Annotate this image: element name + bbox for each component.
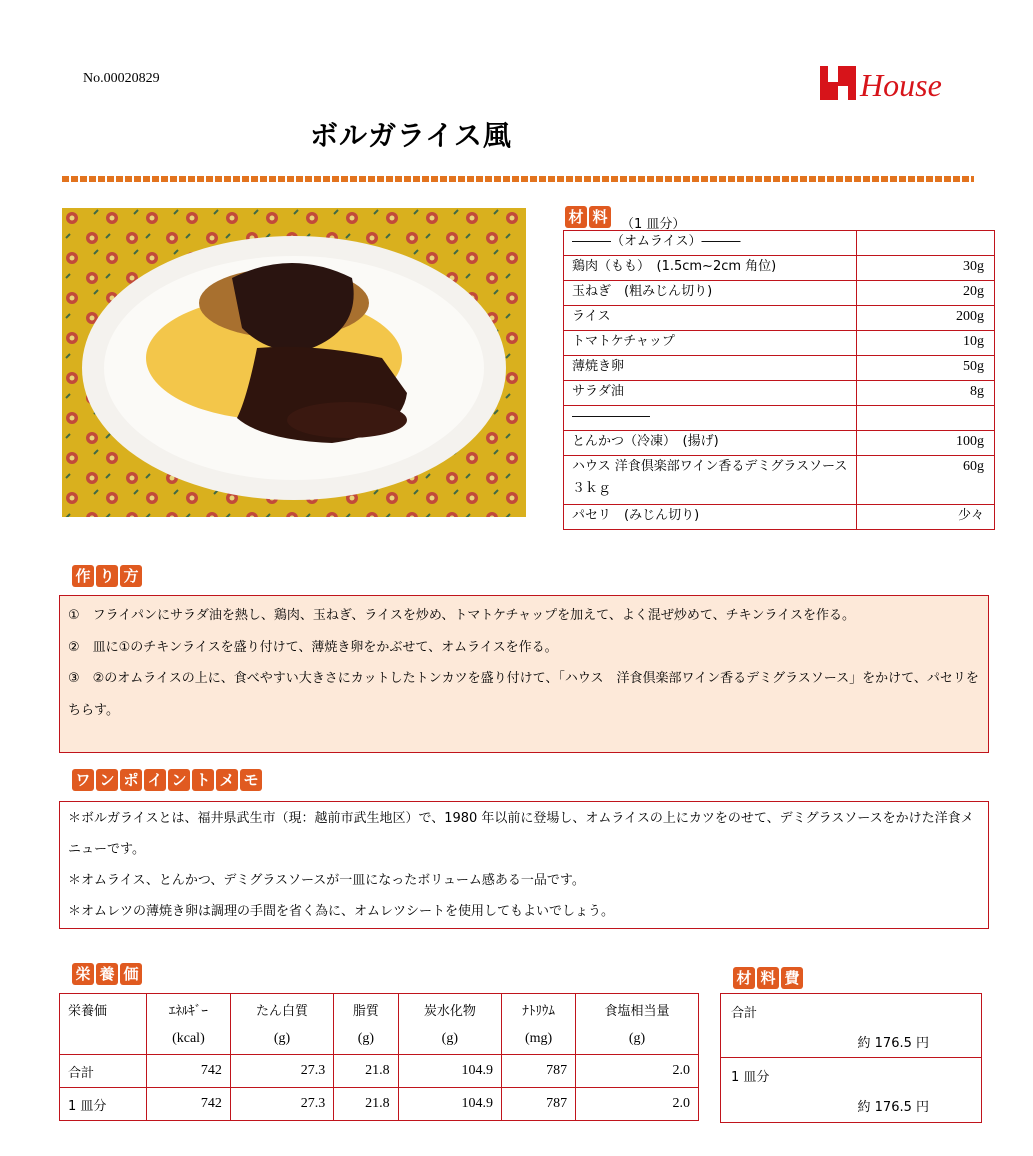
document-number: No.00020829 bbox=[83, 71, 160, 86]
ingredient-name: ―――（オムライス）――― bbox=[564, 231, 857, 256]
nutrition-unit: (g) bbox=[230, 1024, 333, 1055]
ingredient-row bbox=[564, 356, 995, 381]
nutrition-unit: (g) bbox=[576, 1024, 699, 1055]
dish-photo bbox=[62, 208, 526, 517]
step-item: ① フライパンにサラダ油を熱し、鶏肉、玉ねぎ、ライスを炒め、トマトケチャップを加えて、よく混ぜ炒めて、チキンライスを作る。 bbox=[68, 608, 855, 623]
nutrition-row bbox=[60, 1088, 699, 1121]
heading-char: ン bbox=[168, 769, 190, 791]
nutrition-value: 787 bbox=[502, 1088, 576, 1121]
ingredient-name: ハウス 洋食倶楽部ワイン香るデミグラスソース３ｋｇ bbox=[564, 456, 857, 505]
cost-total-value: 約 176.5 円 bbox=[857, 1036, 929, 1051]
ingredient-amount: 200g bbox=[857, 306, 995, 331]
nutrition-table bbox=[59, 993, 699, 1121]
ingredient-amount: 少々 bbox=[857, 505, 995, 530]
ingredients-heading bbox=[565, 206, 611, 228]
ingredient-name: 鶏肉（もも） (1.5cm~2cm 角位) bbox=[564, 256, 857, 281]
nutrition-row-label: 1 皿分 bbox=[60, 1088, 147, 1121]
ingredient-name: トマトケチャップ bbox=[564, 331, 857, 356]
ingredient-name: ―――――― bbox=[564, 406, 857, 431]
nutrition-value: 27.3 bbox=[230, 1055, 333, 1088]
nutrition-header: たん白質 bbox=[230, 994, 333, 1025]
nutrition-header: 脂質 bbox=[334, 994, 398, 1025]
steps-box bbox=[59, 595, 989, 753]
heading-char: メ bbox=[216, 769, 238, 791]
nutrition-header-row bbox=[60, 994, 699, 1025]
nutrition-value: 104.9 bbox=[398, 1055, 501, 1088]
memo-item: ＊ボルガライスとは、福井県武生市（現：越前市武生地区）で、1980 年以前に登場し、オムライスの上にカツをのせて、デミグラスソースをかけた洋食メニューです。 bbox=[68, 811, 974, 857]
nutrition-value: 27.3 bbox=[230, 1088, 333, 1121]
nutrition-row-label: 合計 bbox=[60, 1055, 147, 1088]
nutrition-value: 742 bbox=[147, 1088, 231, 1121]
heading-char: ポ bbox=[120, 769, 142, 791]
nutrition-unit: (mg) bbox=[502, 1024, 576, 1055]
ingredient-amount: 60g bbox=[857, 456, 995, 505]
heading-char: 費 bbox=[781, 967, 803, 989]
ingredient-amount: 50g bbox=[857, 356, 995, 381]
ingredient-row bbox=[564, 456, 995, 505]
ingredient-row bbox=[564, 431, 995, 456]
ingredient-amount: 10g bbox=[857, 331, 995, 356]
nutrition-header: 食塩相当量 bbox=[576, 994, 699, 1025]
heading-char: 養 bbox=[96, 963, 118, 985]
ingredient-row bbox=[564, 505, 995, 530]
nutrition-row bbox=[60, 1055, 699, 1088]
step-item: ② 皿に①のチキンライスを盛り付けて、薄焼き卵をかぶせて、オムライスを作る。 bbox=[68, 639, 558, 655]
recipe-title: ボルガライス風 bbox=[310, 119, 512, 152]
heading-char: 栄 bbox=[72, 963, 94, 985]
heading-char: ン bbox=[96, 769, 118, 791]
ingredient-row bbox=[564, 306, 995, 331]
heading-char: 材 bbox=[565, 206, 587, 228]
ingredient-amount: 100g bbox=[857, 431, 995, 456]
nutrition-corner-blank bbox=[60, 1024, 147, 1055]
heading-char: 材 bbox=[733, 967, 755, 989]
ingredient-row bbox=[564, 281, 995, 306]
ingredients-header bbox=[565, 201, 685, 232]
heading-char: 価 bbox=[120, 963, 142, 985]
ingredients-table bbox=[563, 230, 995, 530]
dotted-divider bbox=[62, 176, 974, 182]
ingredient-row bbox=[564, 256, 995, 281]
nutrition-value: 787 bbox=[502, 1055, 576, 1088]
step-item: ③ ②のオムライスの上に、食べやすい大きさにカットしたトンカツを盛り付けて、「ハウス 洋食倶楽部ワイン香るデミグラスソース」をかけて、パセリをちらす。 bbox=[68, 671, 979, 718]
heading-char: ト bbox=[192, 769, 214, 791]
heading-char: 方 bbox=[120, 565, 142, 587]
howto-heading bbox=[72, 565, 142, 587]
ingredient-row bbox=[564, 381, 995, 406]
heading-char: 料 bbox=[589, 206, 611, 228]
heading-char: 料 bbox=[757, 967, 779, 989]
cost-divider bbox=[721, 1057, 981, 1058]
ingredient-name: パセリ (みじん切り) bbox=[564, 505, 857, 530]
ingredient-name: 薄焼き卵 bbox=[564, 356, 857, 381]
nutrition-value: 104.9 bbox=[398, 1088, 501, 1121]
nutrition-value: 21.8 bbox=[334, 1088, 398, 1121]
ingredient-row bbox=[564, 331, 995, 356]
heading-char: モ bbox=[240, 769, 262, 791]
heading-char: ワ bbox=[72, 769, 94, 791]
nutrition-corner: 栄養価 bbox=[60, 994, 147, 1025]
nutrition-header: 炭水化物 bbox=[398, 994, 501, 1025]
cost-per-value: 約 176.5 円 bbox=[857, 1100, 929, 1115]
cost-per-label: 1 皿分 bbox=[731, 1070, 770, 1085]
house-logo bbox=[818, 62, 968, 104]
nutrition-value: 2.0 bbox=[576, 1055, 699, 1088]
nutrition-header: ﾅﾄﾘｳﾑ bbox=[502, 994, 576, 1025]
heading-char: り bbox=[96, 565, 118, 587]
logo-text: House bbox=[860, 67, 942, 103]
cost-total-label: 合計 bbox=[731, 1006, 758, 1021]
heading-char: 作 bbox=[72, 565, 94, 587]
nutrition-value: 2.0 bbox=[576, 1088, 699, 1121]
nutrition-value: 21.8 bbox=[334, 1055, 398, 1088]
ingredient-name: とんかつ（冷凍） (揚げ) bbox=[564, 431, 857, 456]
ingredient-name: ライス bbox=[564, 306, 857, 331]
ingredient-row bbox=[564, 406, 995, 431]
nutrition-unit: (g) bbox=[334, 1024, 398, 1055]
memo-item: ＊オムレツの薄焼き卵は調理の手間を省く為に、オムレツシートを使用してもよいでしょう。 bbox=[68, 904, 615, 919]
servings-label: （1 皿分） bbox=[621, 217, 686, 232]
nutrition-value: 742 bbox=[147, 1055, 231, 1088]
ingredient-amount: 30g bbox=[857, 256, 995, 281]
ingredient-row bbox=[564, 231, 995, 256]
ingredient-amount bbox=[857, 406, 995, 431]
nutrition-heading bbox=[72, 963, 142, 985]
heading-char: イ bbox=[144, 769, 166, 791]
nutrition-header: ｴﾈﾙｷﾞｰ bbox=[147, 994, 231, 1025]
ingredient-name: サラダ油 bbox=[564, 381, 857, 406]
cost-box bbox=[720, 993, 982, 1123]
ingredient-amount: 20g bbox=[857, 281, 995, 306]
nutrition-unit: (g) bbox=[398, 1024, 501, 1055]
ingredient-name: 玉ねぎ (粗みじん切り) bbox=[564, 281, 857, 306]
cost-heading bbox=[733, 967, 803, 989]
memo-box bbox=[59, 801, 989, 929]
ingredient-amount: 8g bbox=[857, 381, 995, 406]
memo-item: ＊オムライス、とんかつ、デミグラスソースが一皿になったボリューム感ある一品です。 bbox=[68, 873, 585, 888]
memo-heading bbox=[72, 769, 262, 791]
ingredient-amount bbox=[857, 231, 995, 256]
nutrition-units-row bbox=[60, 1024, 699, 1055]
nutrition-unit: (kcal) bbox=[147, 1024, 231, 1055]
